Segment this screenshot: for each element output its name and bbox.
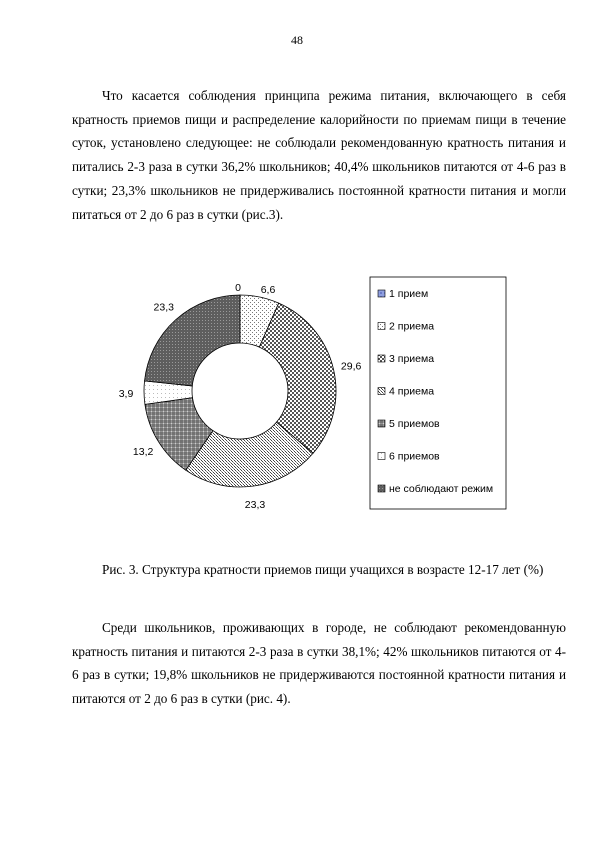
data-label: 6,6 bbox=[260, 284, 276, 296]
legend-swatch bbox=[378, 420, 385, 427]
data-label: 29,6 bbox=[340, 360, 362, 373]
data-label: 3,9 bbox=[118, 387, 134, 400]
legend-swatch bbox=[378, 355, 385, 362]
donut-slices bbox=[144, 295, 336, 487]
data-label: 13,2 bbox=[132, 446, 154, 459]
legend-swatch bbox=[378, 388, 385, 395]
data-label: 23,3 bbox=[244, 499, 266, 512]
legend-swatch bbox=[378, 485, 385, 492]
data-label: 23,3 bbox=[153, 301, 174, 314]
paragraph-city: Среди школьников, проживающих в городе, не соблюдают рекомендованную кратность питания и питаются 2-3 раза в сутки 38,1%; 42% школьников питаются от 4-6 раз в сутки; 19,8% школьников не придерживаются постоянной кратности питания и питаются от 2 до 6 раз в сутки (рис. 4). bbox=[72, 620, 566, 707]
legend-label: 3 приема bbox=[389, 353, 435, 365]
figure-caption: Рис. 3. Структура кратности приемов пищи учащихся в возрасте 12-17 лет (%) bbox=[102, 562, 544, 577]
legend-label: 6 приемов bbox=[389, 450, 440, 463]
legend-label: 5 приемов bbox=[389, 418, 440, 430]
legend-swatch bbox=[378, 453, 385, 460]
legend-label: не соблюдают режим bbox=[389, 483, 494, 495]
legend-label: 2 приема bbox=[389, 320, 435, 333]
donut-chart bbox=[100, 272, 520, 522]
data-label: 0 bbox=[235, 282, 241, 294]
legend-label: 4 приема bbox=[389, 385, 435, 398]
page-number: 48 bbox=[291, 33, 303, 47]
chart-legend bbox=[370, 277, 506, 509]
paragraph-intro: Что касается соблюдения принципа режима питания, включающего в себя кратность приемов пищи и распределение калорийности по приемам пищи в течение суток, установлено следующее: не соблюдали рекомендованную кратность питания и питались 2-3 раза в сутки 36,2% школьников; 40,4% школьников питаются от 4-6 раз в сутки; 23,3% школьников не придерживались постоянной кратности питания и могли питаться от 2 до 6 раз в сутки (рис.3). bbox=[72, 88, 566, 222]
legend-label: 1 прием bbox=[389, 288, 429, 300]
legend-swatch bbox=[378, 290, 385, 297]
legend-swatch bbox=[378, 323, 385, 330]
